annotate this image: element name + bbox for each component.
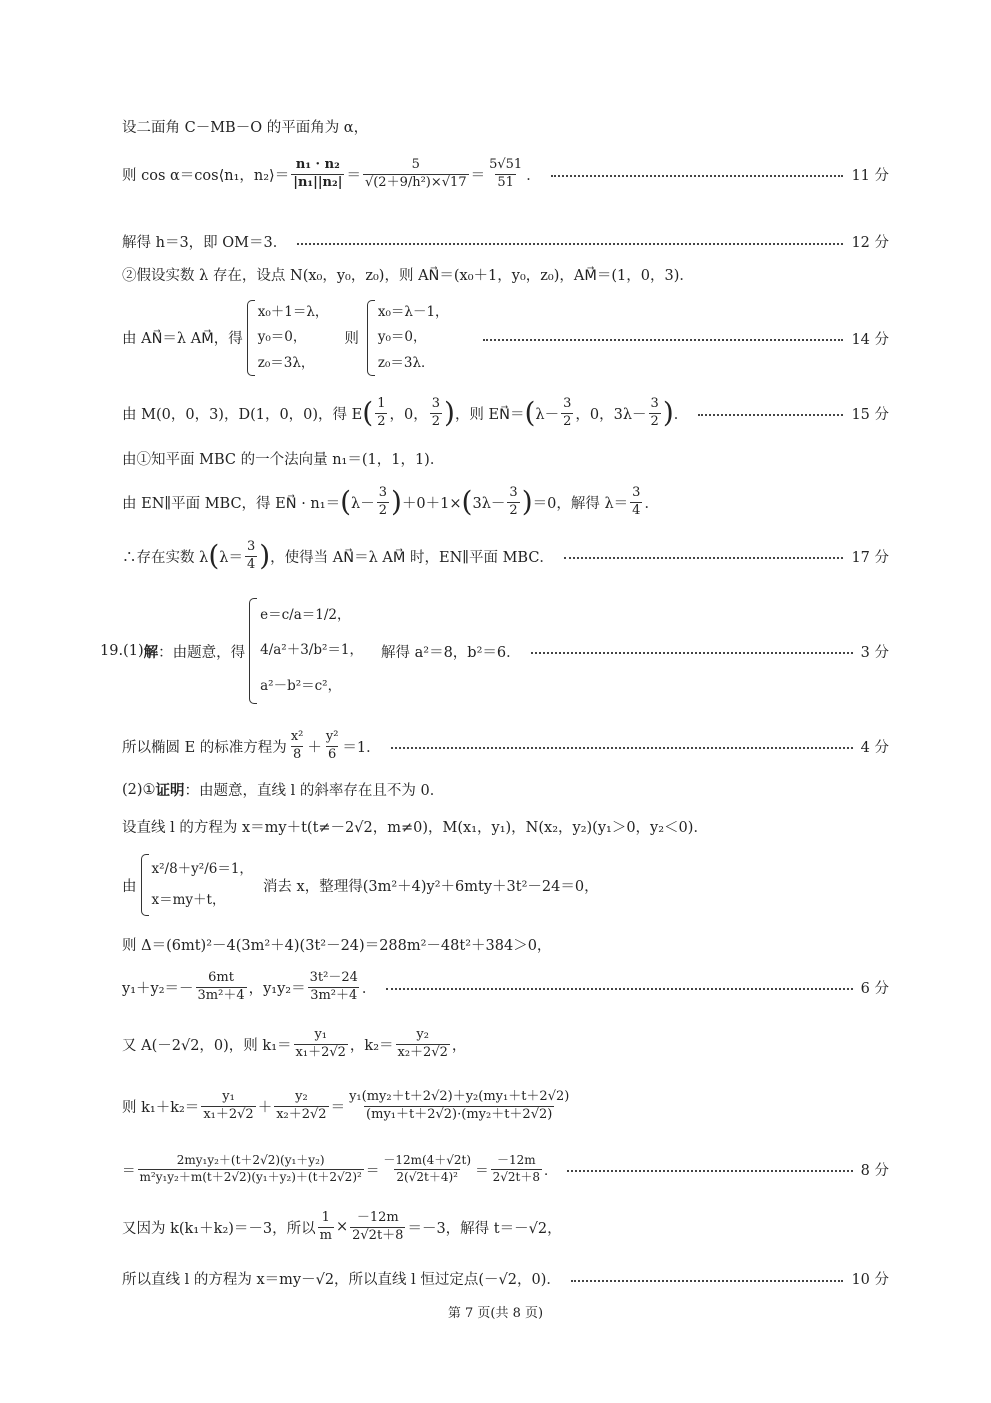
line-15: [122, 934, 889, 955]
text: 由①知平面 MBC 的一个法向量 n₁＝(1，1，1)．: [122, 452, 445, 468]
text: 则 cos α＝cos⟨n₁，n₂⟩＝: [122, 167, 290, 184]
equation-system: e＝c/a＝1/2， 4/a²＋3/b²＝1， a²－b²＝c²，: [249, 598, 363, 703]
dot-leader: [571, 1280, 844, 1282]
fraction: $\frac{5}{\text{√(2＋9/h²)×√17}}$: [364, 156, 467, 190]
line-12: (2)① 证明 ：由题意，直线 l 的斜率存在且不为 0．: [122, 781, 445, 799]
text: 则 Δ＝(6mt)²－4(3m²＋4)(3t²－24)＝288m²－48t²＋384＞0，: [122, 938, 552, 954]
line-9: ∴存在实数 λ ( λ＝ $\frac{3}{4}$ ) ，使得当 AN⃗＝λ AM⃗ 时，EN∥平面 MBC． 17 分: [122, 538, 889, 572]
line-8: 由 EN∥平面 MBC，得 EN⃗ · n₁＝ ( λ－ $\frac{3}{2}$ ) ＋0＋1× ( 3λ－ $\frac{3}{2}$ ) ＝0，解得 λ＝ $\frac{3}{4}$ ．: [122, 484, 659, 518]
dot-leader: [698, 414, 843, 416]
line-10: 19.(1) 解 ：由题意，得 e＝c/a＝1/2， 4/a²＋3/b²＝1， a²－b²＝c²， 解得 a²＝8，b²＝6． 3 分: [122, 592, 889, 710]
score-label: 4 分: [860, 739, 889, 756]
line-21: [122, 1268, 889, 1289]
score-label: 3 分: [860, 644, 889, 661]
score-label: 15 分: [851, 406, 889, 423]
fraction: $\frac{5√51}{51}$: [489, 156, 523, 190]
dot-leader: [391, 747, 853, 749]
equation-system: x₀＝λ－1， y₀＝0， z₀＝3λ．: [367, 300, 449, 377]
text: 所以直线 l 的方程为 x＝my－√2，所以直线 l 恒过定点(－√2，0)．: [122, 1272, 561, 1288]
line-1: [122, 116, 889, 137]
line-5: 由 AN⃗＝λ AM⃗，得 x₀＋1＝λ， y₀＝0， z₀＝3λ， 则 x₀＝λ－1， y₀＝0， z₀＝3λ． 14 分: [122, 297, 889, 379]
page-footer: 第 7 页(共 8 页): [447, 1306, 544, 1321]
line-16: y₁＋y₂＝－ $\frac{6mt}{\text{3m²＋4}}$ ，y₁y₂＝ $\frac{\text{3t²－24}}{\text{3m²＋4}}$ ． 6 分: [122, 969, 889, 1003]
line-19: ＝ $\frac{\text{2my₁y₂＋(t＋2√2)(y₁＋y₂)}}{\text{m²y₁y₂＋m(t＋2√2)(y₁＋y₂)＋(t＋2√2)²}}$ ＝ $\frac{-12m(4+√2t)}{\text{2(√2t＋4)²}}$ ＝ $\frac{-12m}{2√2t+8}$ ． 8 分: [122, 1152, 889, 1184]
score-label: 11 分: [851, 167, 889, 184]
score-label: 17 分: [851, 549, 889, 566]
line-7: [122, 448, 889, 469]
dot-leader: [531, 652, 853, 654]
line-18: 则 k₁＋k₂＝ $\frac{\text{y₁}}{\text{x₁＋2√2}}$ ＋ $\frac{\text{y₂}}{\text{x₂＋2√2}}$ ＝ $\frac{\text{y₁(my₂＋t＋2√2)＋y₂(my₁＋t＋2√2)}}{\text{(my₁＋t＋2√2)·(my₂＋t＋2√2)}}$: [122, 1088, 570, 1122]
text: 解得 h＝3，即 OM＝3．: [122, 235, 288, 251]
fraction: $\frac{\text{n₁ · n₂}}{\text{|n₁||n₂|}}$: [293, 156, 343, 190]
line-6: 由 M(0，0，3)，D(1，0，0)，得 E ( $\frac{1}{2}$ ，0， $\frac{3}{2}$ ) ，则 EN⃗＝ ( λ－ $\frac{3}{2}$ ，0，3λ－ $\frac{3}{2}$ ) ． 15 分: [122, 395, 889, 429]
score-label: 12 分: [851, 235, 889, 251]
dot-leader: [386, 988, 852, 990]
score-label: 8 分: [860, 1162, 889, 1179]
text: 设直线 l 的方程为 x＝my＋t(t≠－2√2，m≠0)，M(x₁，y₁)，N(x₂，y₂)(y₁＞0，y₂＜0)．: [122, 820, 708, 836]
line-17: 又 A(－2√2，0)，则 k₁＝ $\frac{\text{y₁}}{\text{x₁＋2√2}}$ ，k₂＝ $\frac{\text{y₂}}{\text{x₂＋2√2}}$ ，: [122, 1026, 467, 1060]
text: 设二面角 C－MB－O 的平面角为 α，: [122, 120, 369, 136]
line-13: [122, 816, 889, 837]
dot-leader: [551, 175, 844, 177]
dot-leader: [297, 243, 843, 245]
score-label: 6 分: [860, 980, 889, 997]
text: 由 AN⃗＝λ AM⃗，得: [122, 331, 243, 348]
equation-system: x²/8＋y²/6＝1， x＝my＋t，: [141, 854, 253, 916]
line-4: [122, 264, 889, 285]
line-3: [122, 231, 889, 252]
dot-leader: [567, 1170, 852, 1172]
line-20: 又因为 k(k₁＋k₂)＝－3，所以 $\frac{1}{m}$ × $\frac{-12m}{2√2t+8}$ ＝－3，解得 t＝－√2，: [122, 1209, 562, 1243]
line-14: 由 x²/8＋y²/6＝1， x＝my＋t， 消去 x，整理得(3m²＋4)y²＋6mty＋3t²－24＝0，: [122, 852, 889, 918]
line-11: 所以椭圆 E 的标准方程为 $\frac{\text{x²}}{8}$ ＋ $\frac{\text{y²}}{6}$ ＝1． 4 分: [122, 728, 889, 762]
line-2: 则 cos α＝cos⟨n₁，n₂⟩＝ $\frac{\text{n₁ · n₂}}{\text{|n₁||n₂|}}$ ＝ $\frac{5}{\text{√(2＋9/h²)×√17}}$ ＝ $\frac{5√51}{51}$ ． 11 分: [122, 156, 889, 190]
dot-leader: [564, 557, 844, 559]
text: ②假设实数 λ 存在，设点 N(x₀，y₀，z₀)，则 AN⃗＝(x₀＋1，y₀，z₀)，AM⃗＝(1，0，3)．: [122, 268, 694, 284]
equation-system: x₀＋1＝λ， y₀＝0， z₀＝3λ，: [247, 300, 329, 377]
score-label: 10 分: [851, 1272, 889, 1288]
dot-leader: [483, 339, 844, 341]
score-label: 14 分: [851, 331, 889, 348]
